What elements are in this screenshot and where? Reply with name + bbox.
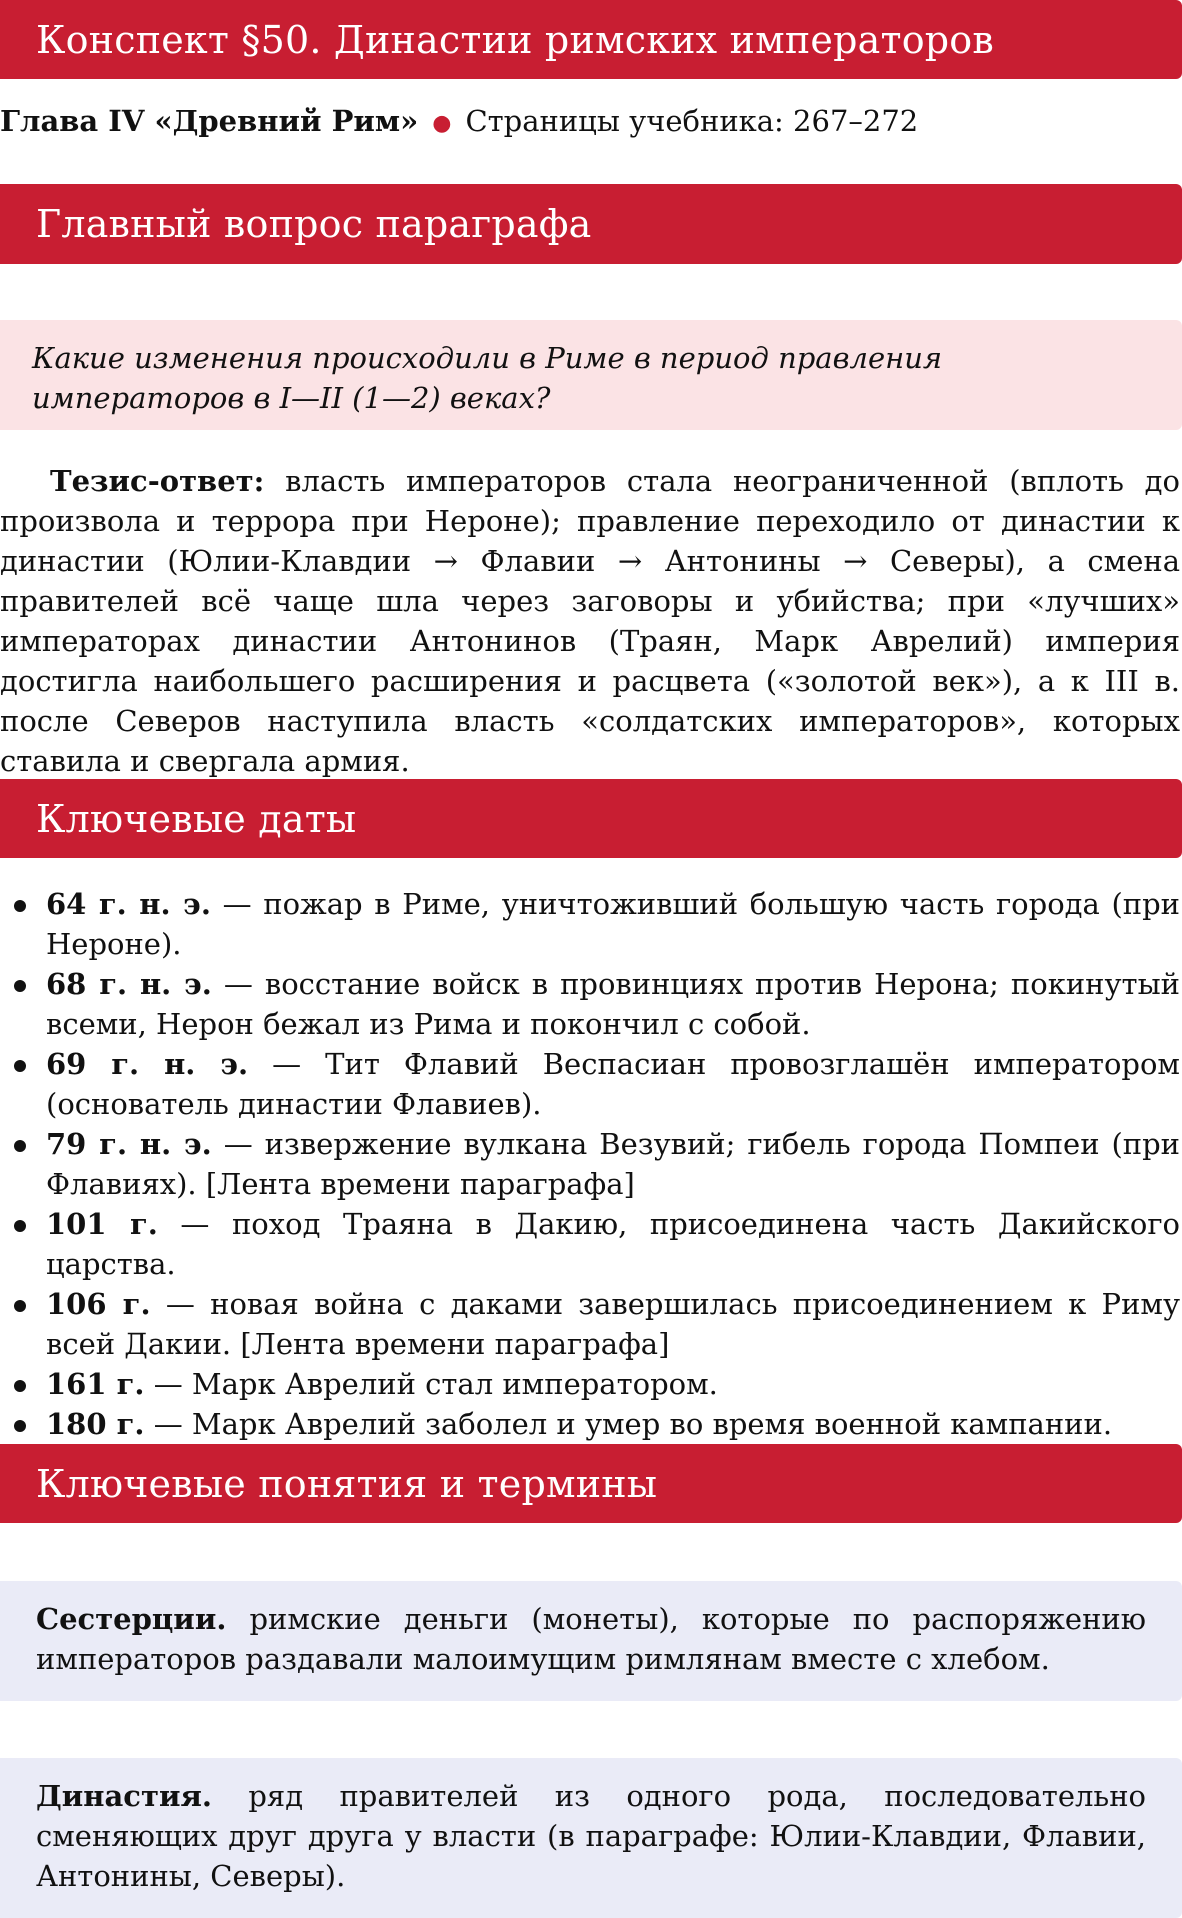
key-dates-list: [0, 884, 1180, 1444]
thesis-text: власть императоров стала неограниченной (вплоть до произвола и террора при Нероне); правление переходило от династии к династии (Юлии-Клавдии → Флавии → Антонины → Северы), а смена правителей всё чаще шла через заговоры и убийства; при «лучших» императорах династии Антонинов (Траян, Марк Аврелий) империя достигла наибольшего расширения и расцвета («золотой век»), а к III в. после Северов наступила власть «солдатских императоров», которых ставила и свергала армия.: [0, 464, 1180, 778]
key-terms-banner: [0, 1444, 1182, 1523]
list-item: [0, 884, 1180, 964]
term-label: Династия.: [36, 1779, 212, 1813]
date-label: 101 г.: [46, 1207, 158, 1241]
question-text: Какие изменения происходили в Риме в период правления императоров в I—II (1—2) веках?: [32, 341, 943, 415]
date-text: — Марк Аврелий стал императором.: [153, 1367, 718, 1401]
term-box-sestertsii: [0, 1581, 1182, 1701]
list-item: [0, 1044, 1180, 1124]
term-definition: ряд правителей из одного рода, последовательно сменяющих друг друга у власти (в параграфе: Юлии-Клавдии, Флавии, Антонины, Северы).: [36, 1779, 1146, 1893]
date-label: 69 г. н. э.: [46, 1047, 249, 1081]
date-text: — поход Траяна в Дакию, присоединена часть Дакийского царства.: [46, 1207, 1181, 1281]
bullet-dot-icon: ●: [432, 110, 452, 136]
date-label: 180 г.: [46, 1407, 145, 1441]
title-banner: [0, 0, 1182, 79]
date-label: 79 г. н. э.: [46, 1127, 212, 1161]
list-item: [0, 1124, 1180, 1204]
list-item: [0, 1284, 1180, 1364]
list-item: [0, 1204, 1180, 1284]
date-label: 68 г. н. э.: [46, 967, 212, 1001]
chapter-info: [0, 104, 918, 138]
pages-label: Страницы учебника: 267–272: [465, 104, 919, 138]
chapter-label: Глава IV «Древний Рим»: [0, 104, 419, 138]
thesis-paragraph: [0, 461, 1180, 781]
date-text: — Тит Флавий Веспасиан провозглашён императором (основатель династии Флавиев).: [46, 1047, 1180, 1121]
date-label: 106 г.: [46, 1287, 151, 1321]
thesis-label: Тезис-ответ:: [50, 464, 265, 498]
main-question-banner: [0, 184, 1182, 264]
date-text: — восстание войск в провинциях против Нерона; покинутый всеми, Нерон бежал из Рима и покончил с собой.: [46, 967, 1181, 1041]
list-item: [0, 1364, 1180, 1404]
term-definition: римские деньги (монеты), которые по распоряжению императоров раздавали малоимущим римлянам вместе с хлебом.: [36, 1602, 1146, 1676]
term-label: Сестерции.: [36, 1602, 227, 1636]
date-label: 64 г. н. э.: [46, 887, 211, 921]
main-question-heading: Главный вопрос параграфа: [36, 202, 592, 246]
key-terms-heading: Ключевые понятия и термины: [36, 1461, 658, 1506]
date-text: — извержение вулкана Везувий; гибель города Помпеи (при Флавиях). [Лента времени параграфа]: [46, 1127, 1181, 1201]
key-dates-heading: Ключевые даты: [36, 796, 357, 841]
page-title: Конспект §50. Династии римских императоров: [36, 17, 994, 62]
list-item: [0, 1404, 1180, 1444]
date-text: — пожар в Риме, уничтоживший большую часть города (при Нероне).: [46, 887, 1180, 961]
list-item: [0, 964, 1180, 1044]
term-box-dinastiya: [0, 1758, 1182, 1918]
date-text: — новая война с даками завершилась присоединением к Риму всей Дакии. [Лента времени параграфа]: [46, 1287, 1181, 1361]
question-box: [0, 320, 1182, 430]
date-label: 161 г.: [46, 1367, 145, 1401]
key-dates-banner: [0, 779, 1182, 858]
date-text: — Марк Аврелий заболел и умер во время военной кампании.: [153, 1407, 1113, 1441]
